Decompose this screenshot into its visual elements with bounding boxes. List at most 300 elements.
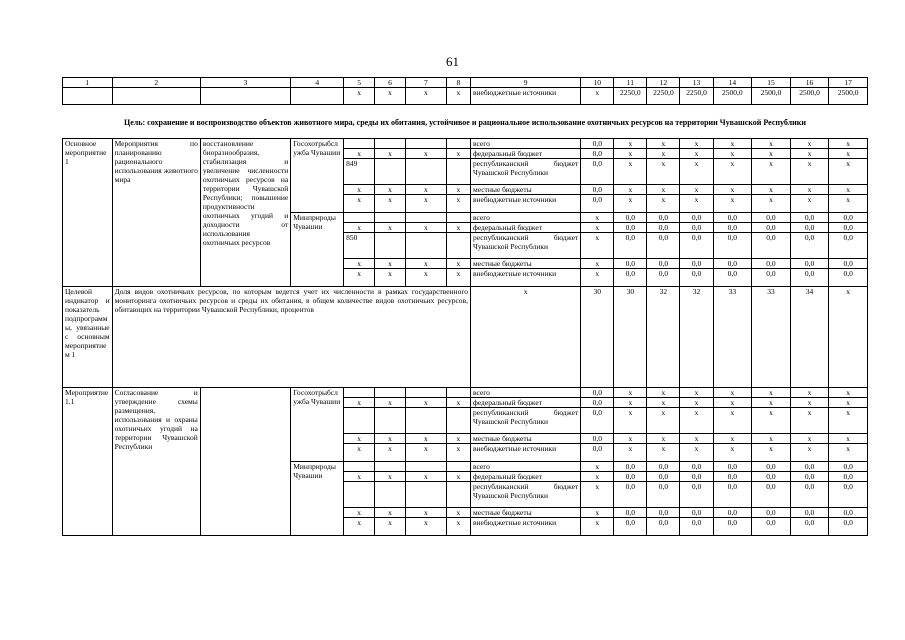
event-name: Мероприятие 1.1 — [63, 388, 113, 536]
value-cell: x — [790, 388, 829, 398]
funding-source: всего — [470, 462, 580, 472]
empty-cell — [405, 462, 446, 472]
indicator-value: 34 — [790, 287, 829, 388]
value-cell: 0,0 — [614, 269, 647, 287]
value-cell: 0,0 — [581, 185, 614, 195]
value-cell: 0,0 — [713, 518, 752, 536]
value-cell: x — [581, 223, 614, 233]
value-cell: x — [752, 434, 791, 444]
funding-source: федеральный бюджет — [470, 223, 580, 233]
value-cell: x — [752, 149, 791, 159]
value-cell: x — [614, 408, 647, 434]
value-cell: x — [680, 159, 713, 185]
value-cell: x — [829, 195, 868, 213]
empty-cell — [200, 88, 290, 105]
value-cell: x — [647, 159, 680, 185]
column-number: 15 — [752, 78, 791, 88]
indicator-label: Целевой индикатор и показатель подпрограммы, увязанные с основным мероприятием 1 — [63, 287, 113, 388]
x-cell: x — [446, 472, 470, 482]
value-cell: 0,0 — [829, 472, 868, 482]
value-cell: x — [581, 508, 614, 518]
funding-source: внебюджетные источники — [470, 444, 580, 462]
value-cell: 0,0 — [581, 434, 614, 444]
budget-code: 850 — [344, 233, 375, 259]
value-cell: 0,0 — [790, 269, 829, 287]
indicator-row — [63, 287, 868, 388]
value-cell: 0,0 — [581, 408, 614, 434]
value-cell: x — [752, 159, 791, 185]
value-cell: x — [713, 195, 752, 213]
x-cell: x — [405, 269, 446, 287]
value-cell: x — [680, 388, 713, 398]
value-cell: x — [790, 195, 829, 213]
value-cell: 0,0 — [752, 462, 791, 472]
funding-source: республиканский бюджет Чувашской Республики — [470, 233, 580, 259]
funding-source: местные бюджеты — [470, 259, 580, 269]
empty-cell — [200, 388, 290, 536]
empty-cell — [405, 482, 446, 508]
value-cell: x — [614, 398, 647, 408]
top-funding-row — [63, 88, 868, 105]
value-cell: x — [713, 139, 752, 149]
value-cell: 0,0 — [713, 223, 752, 233]
value-cell: x — [581, 233, 614, 259]
column-number: 17 — [829, 78, 868, 88]
indicator-value: x — [829, 287, 868, 388]
value-cell: 0,0 — [790, 233, 829, 259]
x-cell: x — [446, 269, 470, 287]
value-cell: x — [829, 149, 868, 159]
column-number: 8 — [446, 78, 470, 88]
value-cell: 0,0 — [713, 482, 752, 508]
funding-value: 2250,0 — [680, 88, 713, 105]
empty-cell — [344, 213, 375, 223]
x-cell: x — [344, 223, 375, 233]
column-number: 16 — [790, 78, 829, 88]
empty-cell — [375, 462, 406, 472]
value-cell: 0,0 — [829, 259, 868, 269]
value-cell: x — [829, 139, 868, 149]
value-cell: x — [581, 213, 614, 223]
empty-cell — [344, 408, 375, 434]
x-cell: x — [405, 223, 446, 233]
value-cell: x — [829, 388, 868, 398]
value-cell: 0,0 — [680, 269, 713, 287]
funding-source: федеральный бюджет — [470, 398, 580, 408]
empty-cell — [63, 88, 113, 105]
executor: Госохотрыбслужба Чувашии — [291, 388, 344, 462]
x-cell: x — [446, 444, 470, 462]
x-cell: x — [581, 88, 614, 105]
funding-source: всего — [470, 388, 580, 398]
x-cell: x — [375, 508, 406, 518]
value-cell: 0,0 — [790, 462, 829, 472]
value-cell: x — [713, 388, 752, 398]
x-cell: x — [344, 88, 375, 105]
empty-cell — [344, 139, 375, 149]
empty-cell — [375, 482, 406, 508]
x-cell: x — [375, 269, 406, 287]
empty-cell — [446, 482, 470, 508]
value-cell: x — [680, 185, 713, 195]
empty-cell — [375, 388, 406, 398]
funding-row — [63, 139, 868, 149]
value-cell: 0,0 — [752, 223, 791, 233]
empty-cell — [375, 213, 406, 223]
value-cell: 0,0 — [581, 195, 614, 213]
x-cell: x — [344, 149, 375, 159]
empty-cell — [344, 482, 375, 508]
value-cell: 0,0 — [752, 518, 791, 536]
x-cell: x — [375, 88, 406, 105]
indicator-text: Доля видов охотничьих ресурсов, по которым ведется учет их численности в рамках государственного мониторинга охотничьих ресурсов и среды их обитания, в общем количестве видов охотничьих ресурсов, обитающих на территории Чувашской Республики, процентов — [112, 287, 470, 388]
value-cell: 0,0 — [581, 444, 614, 462]
value-cell: x — [647, 408, 680, 434]
indicator-value: 30 — [581, 287, 614, 388]
value-cell: 0,0 — [680, 508, 713, 518]
value-cell: 0,0 — [790, 223, 829, 233]
empty-cell — [405, 159, 446, 185]
x-cell: x — [405, 472, 446, 482]
column-number: 9 — [470, 78, 580, 88]
empty-cell — [375, 159, 406, 185]
value-cell: x — [829, 444, 868, 462]
value-cell: 0,0 — [647, 233, 680, 259]
x-cell: x — [375, 149, 406, 159]
value-cell: x — [829, 408, 868, 434]
x-cell: x — [375, 434, 406, 444]
x-cell: x — [344, 398, 375, 408]
value-cell: 0,0 — [829, 508, 868, 518]
x-cell: x — [405, 185, 446, 195]
value-cell: x — [581, 462, 614, 472]
empty-cell — [446, 408, 470, 434]
value-cell: 0,0 — [614, 482, 647, 508]
value-cell: 0,0 — [680, 462, 713, 472]
value-cell: 0,0 — [829, 213, 868, 223]
x-cell: x — [405, 444, 446, 462]
expected-result: восстановление биоразнообразия, стабилизация и увеличение численности охотничьих ресурсов на территории Чувашской Республики; повышение продуктивности охотничьих угодий и доходности от использования охотничьих ресурсов — [200, 139, 290, 287]
value-cell: 0,0 — [614, 259, 647, 269]
funding-value: 2500,0 — [713, 88, 752, 105]
value-cell: x — [752, 408, 791, 434]
funding-source: всего — [470, 213, 580, 223]
value-cell: 0,0 — [790, 508, 829, 518]
empty-cell — [405, 388, 446, 398]
value-cell: x — [790, 149, 829, 159]
x-cell: x — [446, 434, 470, 444]
value-cell: x — [680, 444, 713, 462]
column-numbers-row — [63, 78, 868, 88]
column-number: 2 — [112, 78, 200, 88]
value-cell: 0,0 — [680, 259, 713, 269]
value-cell: 0,0 — [752, 508, 791, 518]
value-cell: 0,0 — [752, 259, 791, 269]
column-number: 6 — [375, 78, 406, 88]
empty-cell — [405, 233, 446, 259]
funding-source: республиканский бюджет Чувашской Республики — [470, 159, 580, 185]
empty-cell — [375, 233, 406, 259]
column-number: 10 — [581, 78, 614, 88]
empty-cell — [405, 213, 446, 223]
value-cell: x — [790, 398, 829, 408]
value-cell: 0,0 — [581, 388, 614, 398]
value-cell: 0,0 — [829, 462, 868, 472]
value-cell: x — [829, 434, 868, 444]
column-number: 4 — [291, 78, 344, 88]
value-cell: x — [581, 482, 614, 508]
value-cell: x — [647, 388, 680, 398]
indicator-value: 32 — [647, 287, 680, 388]
value-cell: 0,0 — [790, 213, 829, 223]
empty-cell — [446, 388, 470, 398]
x-cell: x — [344, 185, 375, 195]
x-cell: x — [375, 398, 406, 408]
value-cell: 0,0 — [680, 482, 713, 508]
value-cell: 0,0 — [647, 213, 680, 223]
value-cell: x — [790, 159, 829, 185]
value-cell: 0,0 — [713, 233, 752, 259]
executor: Минприроды Чувашии — [291, 213, 344, 287]
value-cell: x — [790, 444, 829, 462]
value-cell: x — [680, 434, 713, 444]
x-cell: x — [375, 444, 406, 462]
column-number: 13 — [680, 78, 713, 88]
value-cell: x — [647, 149, 680, 159]
value-cell: x — [614, 159, 647, 185]
x-cell: x — [344, 518, 375, 536]
value-cell: x — [752, 444, 791, 462]
x-cell: x — [375, 518, 406, 536]
value-cell: 0,0 — [790, 482, 829, 508]
value-cell: 0,0 — [581, 159, 614, 185]
value-cell: x — [614, 388, 647, 398]
event-name: Основное мероприятие 1 — [63, 139, 113, 287]
value-cell: x — [647, 398, 680, 408]
funding-source: всего — [470, 139, 580, 149]
value-cell: x — [647, 434, 680, 444]
x-cell: x — [446, 518, 470, 536]
funding-value: 2500,0 — [790, 88, 829, 105]
value-cell: x — [614, 185, 647, 195]
value-cell: 0,0 — [614, 223, 647, 233]
funding-source: внебюджетные источники — [470, 88, 580, 105]
empty-cell — [375, 139, 406, 149]
value-cell: 0,0 — [614, 508, 647, 518]
value-cell: x — [752, 185, 791, 195]
empty-cell — [446, 159, 470, 185]
value-cell: x — [790, 139, 829, 149]
x-cell: x — [375, 195, 406, 213]
value-cell: x — [752, 398, 791, 408]
value-cell: x — [680, 398, 713, 408]
empty-cell — [344, 388, 375, 398]
x-cell: x — [344, 259, 375, 269]
x-cell: x — [470, 287, 580, 388]
value-cell: 0,0 — [713, 462, 752, 472]
value-cell: x — [829, 159, 868, 185]
value-cell: x — [713, 408, 752, 434]
empty-cell — [344, 462, 375, 472]
value-cell: x — [680, 195, 713, 213]
value-cell: x — [713, 398, 752, 408]
value-cell: x — [647, 195, 680, 213]
executor: Госохотрыбслужба Чувашии — [291, 139, 344, 213]
column-number: 12 — [647, 78, 680, 88]
value-cell: 0,0 — [713, 508, 752, 518]
x-cell: x — [375, 185, 406, 195]
value-cell: x — [680, 408, 713, 434]
funding-source: федеральный бюджет — [470, 149, 580, 159]
value-cell: 0,0 — [680, 233, 713, 259]
x-cell: x — [446, 223, 470, 233]
funding-row — [63, 388, 868, 398]
value-cell: 0,0 — [680, 223, 713, 233]
value-cell: 0,0 — [647, 259, 680, 269]
value-cell: x — [647, 139, 680, 149]
value-cell: x — [614, 444, 647, 462]
x-cell: x — [344, 444, 375, 462]
value-cell: 0,0 — [614, 233, 647, 259]
value-cell: x — [713, 149, 752, 159]
value-cell: x — [752, 195, 791, 213]
column-number: 11 — [614, 78, 647, 88]
column-number: 1 — [63, 78, 113, 88]
value-cell: 0,0 — [614, 518, 647, 536]
budget-code: 849 — [344, 159, 375, 185]
column-number: 5 — [344, 78, 375, 88]
x-cell: x — [446, 195, 470, 213]
indicator-value: 33 — [752, 287, 791, 388]
value-cell: 0,0 — [614, 213, 647, 223]
value-cell: x — [647, 185, 680, 195]
value-cell: 0,0 — [680, 213, 713, 223]
value-cell: 0,0 — [829, 233, 868, 259]
value-cell: 0,0 — [680, 518, 713, 536]
value-cell: 0,0 — [647, 269, 680, 287]
funding-value: 2250,0 — [647, 88, 680, 105]
value-cell: x — [614, 434, 647, 444]
x-cell: x — [446, 259, 470, 269]
value-cell: x — [713, 159, 752, 185]
funding-value: 2500,0 — [752, 88, 791, 105]
value-cell: x — [647, 444, 680, 462]
executor: Минприроды Чувашии — [291, 462, 344, 536]
value-cell: x — [790, 408, 829, 434]
empty-cell — [112, 88, 200, 105]
value-cell: 0,0 — [680, 472, 713, 482]
value-cell: 0,0 — [752, 472, 791, 482]
value-cell: x — [752, 139, 791, 149]
value-cell: 0,0 — [829, 223, 868, 233]
event-description: Согласование и утверждение схемы размещения, использования и охраны охотничьих угодий на территории Чувашской Республики — [112, 388, 200, 536]
column-number: 7 — [405, 78, 446, 88]
page-number: 61 — [446, 54, 459, 69]
x-cell: x — [405, 195, 446, 213]
value-cell: x — [790, 434, 829, 444]
value-cell: x — [829, 185, 868, 195]
x-cell: x — [446, 149, 470, 159]
x-cell: x — [405, 434, 446, 444]
value-cell: x — [829, 398, 868, 408]
empty-cell — [375, 408, 406, 434]
value-cell: 0,0 — [647, 462, 680, 472]
value-cell: x — [713, 185, 752, 195]
x-cell: x — [405, 259, 446, 269]
funding-source: федеральный бюджет — [470, 472, 580, 482]
x-cell: x — [375, 259, 406, 269]
value-cell: 0,0 — [713, 472, 752, 482]
value-cell: x — [752, 388, 791, 398]
x-cell: x — [405, 88, 446, 105]
x-cell: x — [344, 195, 375, 213]
column-number: 3 — [200, 78, 290, 88]
column-number: 14 — [713, 78, 752, 88]
empty-cell — [446, 139, 470, 149]
x-cell: x — [446, 185, 470, 195]
funding-source: республиканский бюджет Чувашской Республики — [470, 482, 580, 508]
funding-source: республиканский бюджет Чувашской Республики — [470, 408, 580, 434]
x-cell: x — [344, 269, 375, 287]
value-cell: x — [581, 259, 614, 269]
value-cell: x — [614, 195, 647, 213]
x-cell: x — [344, 434, 375, 444]
event-description: Мероприятия по планированию рационального использования животного мира — [112, 139, 200, 287]
value-cell: 0,0 — [713, 259, 752, 269]
empty-cell — [405, 139, 446, 149]
value-cell: 0,0 — [647, 223, 680, 233]
value-cell: x — [581, 472, 614, 482]
x-cell: x — [446, 508, 470, 518]
x-cell: x — [375, 223, 406, 233]
funding-source: местные бюджеты — [470, 185, 580, 195]
program-table — [62, 138, 868, 536]
empty-cell — [405, 408, 446, 434]
value-cell: 0,0 — [829, 482, 868, 508]
x-cell: x — [405, 149, 446, 159]
value-cell: x — [614, 139, 647, 149]
empty-cell — [446, 462, 470, 472]
value-cell: 0,0 — [829, 269, 868, 287]
indicator-value: 32 — [680, 287, 713, 388]
value-cell: x — [713, 434, 752, 444]
funding-source: местные бюджеты — [470, 434, 580, 444]
value-cell: 0,0 — [614, 462, 647, 472]
funding-source: местные бюджеты — [470, 508, 580, 518]
value-cell: 0,0 — [752, 269, 791, 287]
value-cell: 0,0 — [713, 213, 752, 223]
funding-source: внебюджетные источники — [470, 518, 580, 536]
value-cell: x — [790, 185, 829, 195]
indicator-value: 30 — [614, 287, 647, 388]
funding-value: 2500,0 — [829, 88, 868, 105]
value-cell: 0,0 — [752, 233, 791, 259]
empty-cell — [291, 88, 344, 105]
value-cell: x — [581, 518, 614, 536]
empty-cell — [446, 213, 470, 223]
x-cell: x — [375, 472, 406, 482]
x-cell: x — [405, 518, 446, 536]
x-cell: x — [446, 88, 470, 105]
value-cell: 0,0 — [647, 518, 680, 536]
value-cell: x — [713, 444, 752, 462]
goal-heading: Цель: сохранение и воспроизводство объектов животного мира, среды их обитания, устойчивое и рациональное использование охотничьих ресурсов на территории Чувашской Республики — [124, 118, 806, 127]
value-cell: 0,0 — [581, 398, 614, 408]
x-cell: x — [344, 472, 375, 482]
value-cell: x — [680, 139, 713, 149]
indicator-value: 33 — [713, 287, 752, 388]
value-cell: x — [614, 149, 647, 159]
